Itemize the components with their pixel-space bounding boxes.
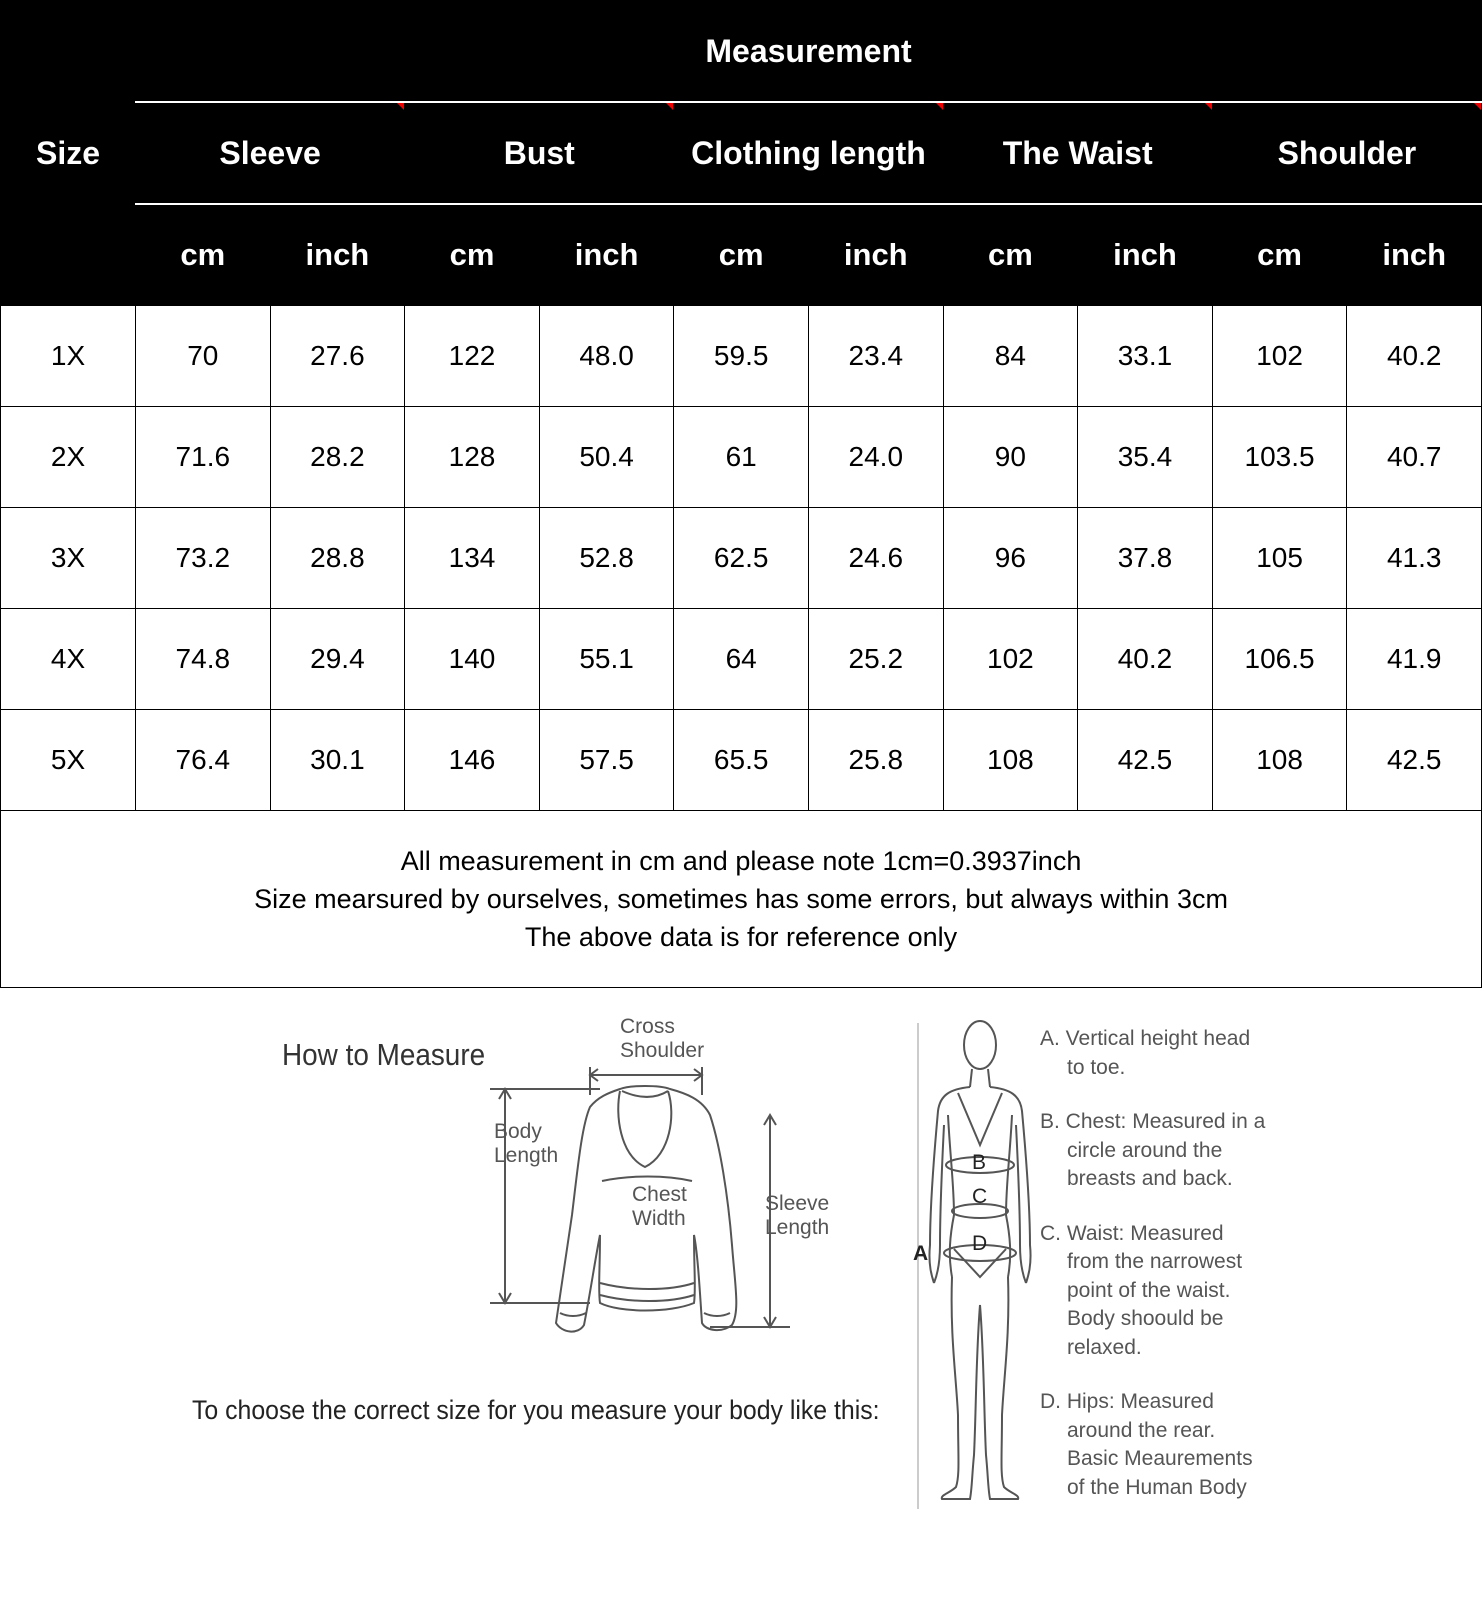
label-line: Shoulder (620, 1039, 705, 1062)
value-cell: 40.2 (1347, 306, 1482, 407)
value-cell: 108 (1212, 710, 1347, 811)
value-cell: 24.6 (808, 508, 943, 609)
legend-line: A. Vertical height head (1040, 1027, 1251, 1050)
value-cell: 52.8 (539, 508, 674, 609)
value-cell: 33.1 (1078, 306, 1213, 407)
label-line: Chest (632, 1183, 687, 1206)
chest-width-label (632, 1183, 687, 1231)
value-cell: 74.8 (136, 609, 271, 710)
table-row (1, 306, 1482, 407)
legend-line: circle around the (1067, 1138, 1223, 1162)
value-cell: 25.2 (808, 609, 943, 710)
value-cell: 50.4 (539, 407, 674, 508)
value-cell: 84 (943, 306, 1078, 407)
value-cell: 61 (674, 407, 809, 508)
value-cell: 37.8 (1078, 508, 1213, 609)
unit-cm-header: cm (405, 204, 540, 306)
legend-line: relaxed. (1067, 1335, 1142, 1359)
value-cell: 96 (943, 508, 1078, 609)
unit-cm-header: cm (943, 204, 1078, 306)
size-table-body (1, 306, 1482, 811)
legend-line: C. Waist: Measured (1040, 1221, 1224, 1245)
unit-inch-header: inch (808, 204, 943, 306)
value-cell: 71.6 (136, 407, 271, 508)
value-cell: 140 (405, 609, 540, 710)
value-cell: 41.3 (1347, 508, 1482, 609)
table-row (1, 710, 1482, 811)
cross-shoulder-label (620, 1015, 704, 1063)
choose-size-text: To choose the correct size for you measure your body like this: (192, 1395, 880, 1425)
value-cell: 122 (405, 306, 540, 407)
value-cell: 102 (943, 609, 1078, 710)
legend-line: to toe. (1067, 1055, 1126, 1079)
value-cell: 64 (674, 609, 809, 710)
table-row (1, 609, 1482, 710)
body-letter-a: A (913, 1242, 929, 1265)
body-letter-d: D (972, 1232, 988, 1255)
value-cell: 57.5 (539, 710, 674, 811)
legend-line: Basic Meaurements (1067, 1447, 1253, 1470)
size-header: Size (1, 1, 136, 306)
value-cell: 70 (136, 306, 271, 407)
value-cell: 48.0 (539, 306, 674, 407)
value-cell: 25.8 (808, 710, 943, 811)
value-cell: 41.9 (1347, 609, 1482, 710)
label-line: Body (494, 1120, 542, 1143)
unit-cm-header: cm (674, 204, 809, 306)
label-line: Cross (620, 1015, 675, 1038)
measurement-header: Measurement (136, 1, 1482, 103)
unit-cm-header: cm (1212, 204, 1347, 306)
note-line: Size mearsured by ourselves, sometimes has some errors, but always within 3cm (254, 884, 1228, 914)
legend-item (1040, 1025, 1300, 1082)
legend-item (1040, 1108, 1300, 1194)
unit-inch-header: inch (270, 204, 405, 306)
legend-item (1040, 1220, 1300, 1363)
size-cell: 1X (1, 306, 136, 407)
legend-line: point of the waist. (1067, 1278, 1231, 1302)
value-cell: 134 (405, 508, 540, 609)
legend-line: of the Human Body (1067, 1475, 1247, 1499)
notes-row (1, 811, 1482, 988)
note-line: The above data is for reference only (524, 922, 958, 952)
body-figure-diagram (910, 1015, 1050, 1515)
body-length-label (494, 1120, 558, 1168)
value-cell: 40.7 (1347, 407, 1482, 508)
label-line: Length (765, 1216, 830, 1239)
value-cell: 24.0 (808, 407, 943, 508)
legend-line: D. Hips: Measured (1040, 1390, 1214, 1413)
value-cell: 105 (1212, 508, 1347, 609)
value-cell: 106.5 (1212, 609, 1347, 710)
legend-line: B. Chest: Measured in a (1040, 1110, 1266, 1133)
value-cell: 73.2 (136, 508, 271, 609)
value-cell: 27.6 (270, 306, 405, 407)
sleeve-length-label (765, 1192, 829, 1240)
table-row (1, 407, 1482, 508)
value-cell: 146 (405, 710, 540, 811)
body-letter-c: C (972, 1185, 988, 1208)
legend-item (1040, 1388, 1300, 1502)
table-row (1, 508, 1482, 609)
value-cell: 23.4 (808, 306, 943, 407)
size-cell: 3X (1, 508, 136, 609)
value-cell: 108 (943, 710, 1078, 811)
value-cell: 128 (405, 407, 540, 508)
value-cell: 65.5 (674, 710, 809, 811)
legend-line: around the rear. (1067, 1418, 1216, 1442)
how-to-measure-section (0, 995, 1482, 1601)
body-letter-b: B (972, 1151, 987, 1174)
value-cell: 28.2 (270, 407, 405, 508)
label-line: Length (494, 1144, 559, 1167)
value-cell: 42.5 (1347, 710, 1482, 811)
shoulder-header: Shoulder (1212, 102, 1481, 204)
value-cell: 103.5 (1212, 407, 1347, 508)
value-cell: 76.4 (136, 710, 271, 811)
note-line: All measurement in cm and please note 1cm=0.3937inch (400, 846, 1082, 876)
value-cell: 30.1 (270, 710, 405, 811)
waist-header: The Waist (943, 102, 1212, 204)
measurement-legend (1040, 1025, 1300, 1528)
how-to-measure-title: How to Measure (282, 1037, 486, 1072)
value-cell: 102 (1212, 306, 1347, 407)
value-cell: 42.5 (1078, 710, 1213, 811)
value-cell: 90 (943, 407, 1078, 508)
legend-line: from the narrowest (1067, 1250, 1243, 1273)
unit-cm-header: cm (136, 204, 271, 306)
unit-inch-header: inch (1078, 204, 1213, 306)
value-cell: 40.2 (1078, 609, 1213, 710)
label-line: Sleeve (765, 1192, 830, 1215)
clothing-length-header: Clothing length (674, 102, 943, 204)
size-cell: 4X (1, 609, 136, 710)
value-cell: 29.4 (270, 609, 405, 710)
value-cell: 28.8 (270, 508, 405, 609)
legend-line: Body shoould be (1067, 1307, 1224, 1330)
value-cell: 59.5 (674, 306, 809, 407)
sleeve-header: Sleeve (136, 102, 405, 204)
bust-header: Bust (405, 102, 674, 204)
value-cell: 62.5 (674, 508, 809, 609)
size-cell: 2X (1, 407, 136, 508)
size-cell: 5X (1, 710, 136, 811)
notes-cell (1, 811, 1482, 988)
unit-inch-header: inch (1347, 204, 1482, 306)
legend-line: breasts and back. (1067, 1167, 1233, 1190)
unit-inch-header: inch (539, 204, 674, 306)
value-cell: 55.1 (539, 609, 674, 710)
value-cell: 35.4 (1078, 407, 1213, 508)
label-line: Width (632, 1207, 686, 1230)
